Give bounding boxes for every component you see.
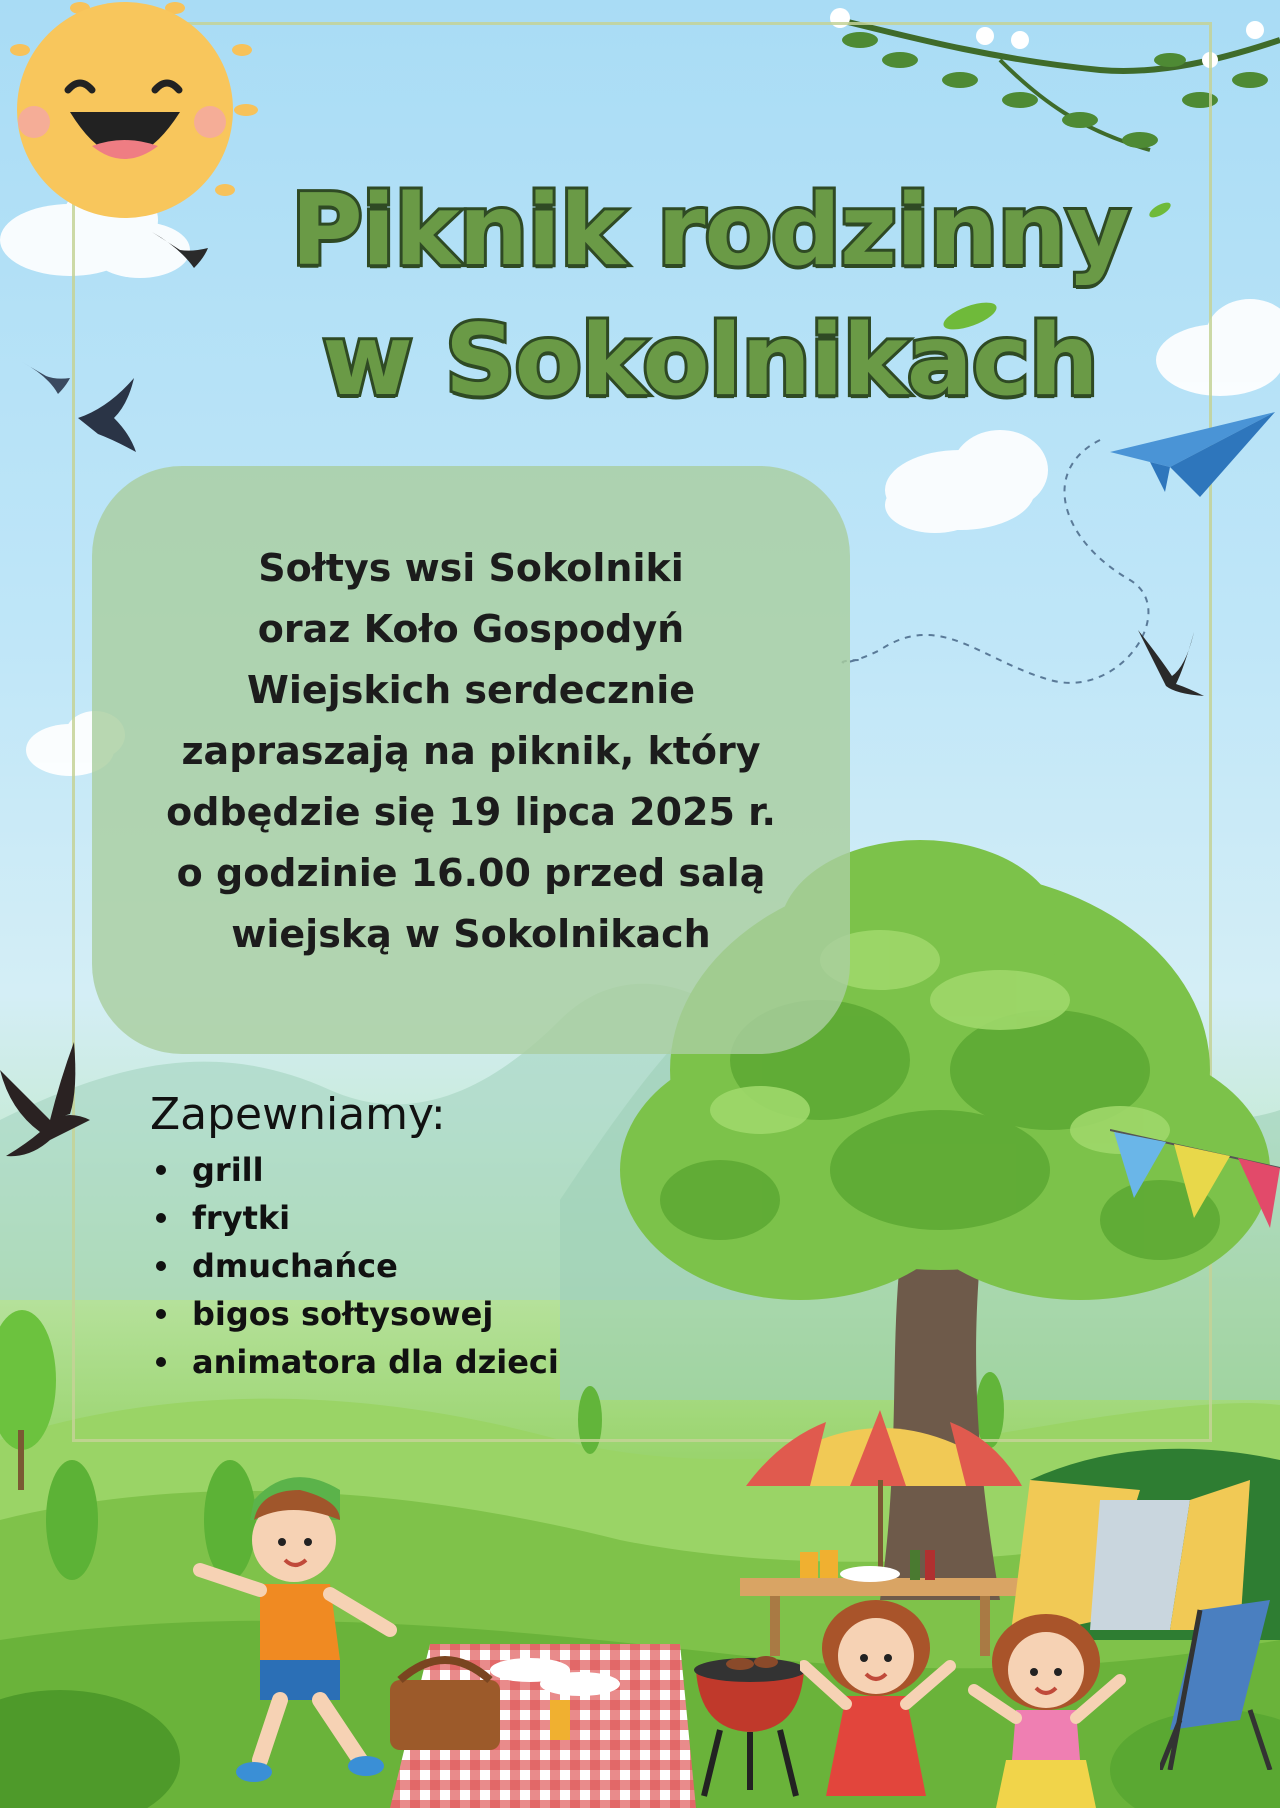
barbecue-grill-icon <box>690 1640 810 1800</box>
poster-title-line2: w Sokolnikach <box>322 304 1098 418</box>
offer-list <box>150 1146 559 1386</box>
poster-title-line1: Piknik rodzinny <box>290 174 1130 288</box>
list-item <box>150 1338 559 1386</box>
bullet-icon <box>156 1165 166 1175</box>
cheering-girls-icon <box>800 1596 1130 1808</box>
invitation-line: wiejską w Sokolnikach <box>231 912 711 956</box>
bullet-icon <box>156 1309 166 1319</box>
paper-plane-icon <box>1110 412 1280 502</box>
offer-item-label: grill <box>192 1151 264 1189</box>
invitation-line: odbędzie się 19 lipca 2025 r. <box>166 790 776 834</box>
offer-heading: Zapewniamy: <box>150 1089 446 1140</box>
invitation-line: oraz Koło Gospodyń <box>257 607 685 651</box>
invitation-text <box>92 538 850 965</box>
offer-item-label: animatora dla dzieci <box>192 1343 559 1381</box>
bullet-icon <box>156 1357 166 1367</box>
running-boy-icon <box>190 1460 420 1790</box>
bunting-flags-icon <box>1110 1128 1280 1238</box>
invitation-line: o godzinie 16.00 przed salą <box>176 851 766 895</box>
offer-item-label: frytki <box>192 1199 291 1237</box>
list-item <box>150 1146 559 1194</box>
list-item <box>150 1242 559 1290</box>
invitation-line: Wiejskich serdecznie <box>246 668 696 712</box>
invitation-line: Sołtys wsi Sokolniki <box>258 546 684 590</box>
swallow-bird-icon <box>0 1040 95 1160</box>
swallow-birds-icon <box>18 358 138 468</box>
list-item <box>150 1194 559 1242</box>
bullet-icon <box>156 1213 166 1223</box>
offer-item-label: dmuchańce <box>192 1247 398 1285</box>
swallow-bird-icon <box>1136 628 1206 700</box>
invitation-line: zapraszają na piknik, który <box>181 729 761 773</box>
swallow-bird-icon <box>150 228 210 276</box>
list-item <box>150 1290 559 1338</box>
bullet-icon <box>156 1261 166 1271</box>
picnic-blanket-basket-icon <box>390 1640 700 1808</box>
offer-item-label: bigos sołtysowej <box>192 1295 494 1333</box>
deck-chair-icon <box>1160 1600 1280 1770</box>
